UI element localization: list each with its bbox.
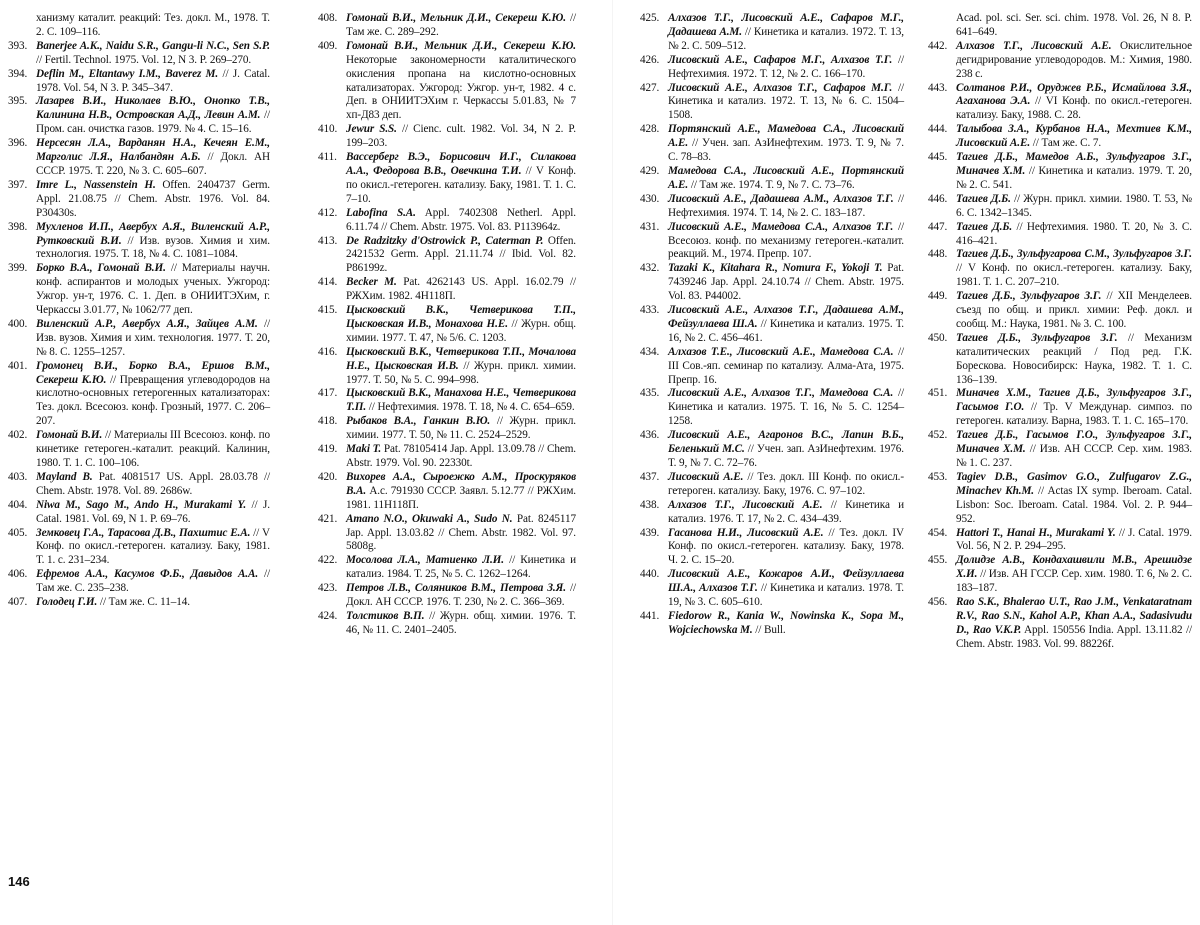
reference-authors: Rao S.K., Bhalerao U.T., Rao J.M., Venkataratnam R.V., Rao S.N., Kahol A.P., Khan A.A., Sadasivudu D., Rao V.K.P. — [956, 596, 1192, 636]
reference-number: 415. — [318, 304, 338, 317]
reference-source: // Кинетика и катализ. 1978. Т. 19, № 3. С. 605–610. — [668, 582, 904, 609]
reference-source: // Кинетика и катализ. 1979. Т. 20, № 2. С. 541. — [956, 164, 1192, 191]
reference-source: // Журн. прикл. химии. 1980. Т. 53, № 6. С. 1342–1345. — [956, 192, 1192, 219]
page-number: 146 — [8, 874, 30, 889]
reference-source: // V Конф. по окисл.-гетероген. катализу. Баку, 1981. Т. 1. С. 7–10. — [346, 164, 576, 205]
reference-authors: Виленский А.Р., Авербух А.Я., Зайцев А.М. — [36, 317, 258, 330]
reference-number: 446. — [928, 192, 948, 205]
reference-authors: Tazaki K., Kitahara R., Nomura F., Yokoji T. — [668, 262, 883, 275]
reference-number: 433. — [640, 304, 660, 317]
reference-source: // Кинетика и катализ. 1984. Т. 25, № 5. С. 1262–1264. — [346, 554, 576, 581]
reference-number: 445. — [928, 151, 948, 164]
reference-entry — [640, 346, 904, 388]
reference-authors: Ефремов А.А., Касумов Ф.Б., Давыдов А.А. — [36, 568, 259, 581]
reference-source: // Кинетика и катализ. 1975. Т. 16, № 5. С. 1254–1258. — [668, 387, 904, 428]
reference-number: 426. — [640, 53, 660, 66]
reference-number: 443. — [928, 81, 948, 94]
reference-number: 402. — [8, 429, 28, 442]
reference-entry — [928, 596, 1192, 652]
reference-entry — [928, 527, 1192, 555]
reference-authors: Алхазов Т.Е., Лисовский А.Е., Мамедова С.А. — [668, 345, 894, 358]
reference-number: 400. — [8, 317, 28, 330]
reference-column-1 — [8, 12, 270, 610]
reference-authors: Тагиев Д.Б., Зульфугарова С.М., Зульфугаров З.Г. — [956, 248, 1192, 261]
reference-number: 417. — [318, 387, 338, 400]
reference-number: 448. — [928, 248, 948, 261]
reference-authors: Тагиев Д.Б. — [956, 192, 1011, 205]
reference-authors: Лисовский А.Е., Дадашева А.М., Алхазов Т.Г. — [668, 192, 894, 205]
reference-authors: Maki T. — [346, 443, 382, 456]
reference-entry — [928, 193, 1192, 221]
reference-authors: Tagiev D.B., Gasimov G.O., Zulfugarov Z.G., Minachev Kh.M. — [956, 470, 1192, 497]
reference-entry — [640, 610, 904, 638]
reference-source: // XII Менделеев. съезд по общ. и прикл. химии: Реф. докл. и сообщ. М.: Наука, 1981. № 3. С. 100. — [956, 290, 1192, 330]
reference-number: 440. — [640, 568, 660, 581]
reference-number: 413. — [318, 234, 338, 247]
reference-source: // Нефтехимия. 1974. Т. 14, № 2. С. 183–187. — [668, 192, 904, 219]
reference-continuation: ханизму каталит. реакций: Тез. докл. М., 1978. Т. 2. С. 109–116. — [36, 12, 270, 38]
reference-entry — [8, 471, 270, 499]
reference-source: // Тр. V Междунар. симпоз. по гетероген. катализу. Варна, 1983. Т. 1. С. 165–170. — [956, 401, 1192, 428]
reference-entry — [928, 248, 1192, 290]
reference-number: 452. — [928, 429, 948, 442]
reference-source: // Механизм каталитических реакций / Под ред. Г.К. Борескова. Новосибирск: Наука, 1982. Т. 1. С. 136–139. — [956, 331, 1192, 386]
reference-source: Appl. 150556 India. Appl. 13.11.82 // Chem. Abstr. 1983. Vol. 99. 88226f. — [956, 623, 1192, 650]
reference-authors: Мухленов И.П., Авербух А.Я., Виленский А.Р., Рутковский В.И. — [36, 220, 270, 247]
reference-continuation: Acad. pol. sci. Ser. sci. chim. 1978. Vol. 26, N 8. P. 641–649. — [956, 12, 1192, 38]
reference-source: // Там же. С. 289–292. — [346, 12, 576, 38]
reference-entry — [318, 151, 576, 207]
reference-source: // J. Catal. 1979. Vol. 56, N 2. P. 294–295. — [956, 526, 1192, 553]
reference-number: 397. — [8, 178, 28, 191]
reference-authors: Тагиев Д.Б., Мамедов А.Б., Зульфугаров З.Г., Миначев Х.М. — [956, 151, 1192, 177]
reference-authors: Mayland B. — [36, 470, 93, 483]
reference-source: // Докл. АН СССР. 1975. Т. 220, № 3. С. 605–607. — [36, 151, 270, 177]
reference-column-3 — [640, 12, 904, 638]
reference-source: Pat. 8245117 Jap. Appl. 13.03.82 // Chem. Abstr. 1982. Vol. 97. 5808g. — [346, 512, 576, 553]
reference-entry — [8, 568, 270, 596]
reference-entry — [928, 123, 1192, 151]
reference-number: 395. — [8, 95, 28, 108]
reference-number: 429. — [640, 164, 660, 177]
reference-authors: De Radzitzky d'Ostrowick P., Caterman P. — [346, 234, 544, 247]
reference-number: 396. — [8, 137, 28, 150]
reference-source: // Fertil. Technol. 1975. Vol. 12, N 3. P. 269–270. — [36, 53, 252, 66]
reference-source: Offen. 2421532 Germ. Appl. 21.11.74 // Ibid. Vol. 82. P86199z. — [346, 234, 577, 275]
reference-entry — [8, 179, 270, 221]
reference-number: 456. — [928, 596, 948, 609]
reference-entry — [928, 40, 1192, 82]
reference-entry — [8, 527, 270, 569]
reference-authors: Солтанов Р.И., Оруджев Р.Б., Исмайлова З.Я., Агаханова Э.А. — [956, 81, 1192, 108]
reference-authors: Тагиев Д.Б. — [956, 220, 1013, 233]
reference-entry — [8, 499, 270, 527]
reference-number: 438. — [640, 498, 660, 511]
reference-authors: Лазарев В.И., Николаев В.Ю., Онопко Т.В., Калинина Н.В., Островская А.Д., Левин А.М. — [36, 95, 270, 122]
reference-authors: Нерсесян Л.А., Варданян Н.А., Кечеян Е.М., Марголис Л.Я., Налбандян А.Б. — [36, 137, 270, 164]
reference-authors: Вихорев А.А., Сыроежко А.М., Проскуряков В.А. — [346, 470, 576, 497]
reference-number: 423. — [318, 582, 338, 595]
reference-source: // V Конф. по окисл.-гетероген. катализу. Баку, 1981. Т. 1. с. 231–234. — [36, 526, 271, 567]
reference-authors: Талыбова З.А., Курбанов Н.А., Мехтиев К.М., Лисовский А.Е. — [956, 123, 1192, 150]
reference-number: 419. — [318, 443, 338, 456]
reference-entry — [8, 68, 270, 96]
reference-source: // Кинетика и катализ. 1972. Т. 13, № 2. С. 509–512. — [668, 25, 904, 52]
reference-column-2 — [318, 12, 576, 638]
reference-source: Pat. 7439246 Jap. Appl. 24.10.74 // Chem. Abstr. 1975. Vol. 83. P44002. — [668, 262, 904, 303]
reference-number: 394. — [8, 67, 28, 80]
reference-authors: Лисовский А.Е., Агаронов В.С., Лапин В.Б., Беленький М.С. — [668, 429, 904, 456]
reference-source: Offen. 2404737 Germ. Appl. 21.08.75 // Chem. Abstr. 1976. Vol. 84. P30430s. — [36, 178, 270, 219]
reference-number: 399. — [8, 262, 28, 275]
reference-source: Pat. 4262143 US. Appl. 16.02.79 // РЖХим. 1982. 4Н118П. — [346, 276, 576, 303]
reference-source: // Журн. общ. химии. 1977. Т. 47, № 5/6. С. 1203. — [346, 317, 576, 344]
reference-entry — [928, 387, 1192, 429]
reference-authors: Лисовский А.Е. — [668, 470, 744, 483]
reference-authors: Голодец Г.И. — [36, 596, 98, 609]
reference-authors: Мамедова С.А., Лисовский А.Е., Портянский А.Е. — [668, 164, 904, 191]
reference-number: 407. — [8, 596, 28, 609]
reference-source: // Тез. докл. III Конф. по окисл.-гетероген. катализу. Баку, 1976. С. 97–102. — [668, 470, 905, 497]
reference-entry — [640, 262, 904, 304]
reference-source: // Изв. АН ГССР. Сер. хим. 1980. Т. 6, № 2. С. 183–187. — [956, 568, 1192, 595]
reference-number: 393. — [8, 39, 28, 52]
reference-number: 436. — [640, 429, 660, 442]
reference-authors: Amano N.O., Okuwaki A., Sudo N. — [346, 512, 513, 525]
reference-authors: Лисовский А.Е., Кожаров А.И., Фейзуллаева Ш.А., Алхазов Т.Г. — [668, 568, 904, 595]
reference-authors: Портянский А.Е., Мамедова С.А., Лисовский А.Е. — [668, 123, 904, 150]
reference-source: Pat. 4081517 US. Appl. 28.03.78 // Chem. Abstr. 1978. Vol. 89. 2686w. — [36, 470, 270, 497]
reference-number: 411. — [318, 151, 337, 164]
reference-source: // Bull. — [752, 623, 786, 636]
reference-source: // Материалы научн. конф. аспирантов и молодых ученых. Ужгород: Ужгор. ун-т, 1976. С. 1. Деп. в ОНИИТЭХим, г. Черкассы 3.01.77, № 1062/77 деп. — [36, 262, 271, 317]
reference-entry — [318, 387, 576, 415]
reference-source: // Журн. прикл. химии. 1977. Т. 50, № 5. С. 994–998. — [346, 359, 576, 386]
reference-source: Pat. 78105414 Jap. Appl. 13.09.78 // Chem. Abstr. 1979. Vol. 90. 22330t. — [346, 443, 576, 469]
reference-entry — [318, 304, 576, 346]
reference-number: 418. — [318, 415, 338, 428]
reference-source: // Нефтехимия. 1978. Т. 18, № 4. С. 654–659. — [366, 401, 575, 414]
reference-source: // Нефтехимия. 1972. Т. 12, № 2. С. 166–170. — [668, 53, 904, 80]
reference-number: 405. — [8, 526, 28, 539]
reference-number: 422. — [318, 554, 338, 567]
reference-entry — [318, 582, 576, 610]
reference-number: 428. — [640, 123, 660, 136]
reference-number: 409. — [318, 39, 338, 52]
reference-source: Некоторые закономерности каталитического окисления пропана на кислотно-основных катализаторах. Ужгород: Ужгор. ун-т, 1982. 4 с. Деп. в ОНИИТЭХим г. Черкассы 5.01.83, № 7 хп-Д83 деп. — [346, 53, 576, 122]
reference-authors: Гомонай В.И., Мельник Д.И., Секереш К.Ю. — [346, 12, 566, 24]
reference-entry — [318, 554, 576, 582]
reference-authors: Labofina S.A. — [346, 206, 416, 219]
reference-number: 431. — [640, 220, 660, 233]
reference-number: 427. — [640, 81, 660, 94]
reference-number: 455. — [928, 554, 948, 567]
reference-entry — [318, 610, 576, 638]
reference-authors: Алхазов Т.Г., Лисовский А.Е. — [668, 498, 823, 511]
reference-source: // Там же. С. 235–238. — [36, 568, 271, 595]
reference-number: 421. — [318, 512, 338, 525]
reference-entry — [928, 151, 1192, 193]
reference-authors: Цысковский В.К., Четверикова Т.П., Цысковская И.В., Монахова Н.Е. — [346, 304, 576, 330]
reference-source: // Кинетика и катализ. 1972. Т. 13, № 6. С. 1504–1508. — [668, 81, 904, 122]
reference-entry — [640, 123, 904, 165]
reference-entry — [928, 554, 1192, 596]
reference-entry — [640, 429, 904, 471]
reference-number: 414. — [318, 276, 338, 289]
reference-entry — [640, 471, 904, 499]
reference-source: // Учен. зап. АзИнефтехим. 1976. Т. 9, № 7. С. 72–76. — [668, 443, 904, 469]
reference-entry — [640, 221, 904, 263]
reference-source: // Там же. С. 11–14. — [97, 596, 190, 609]
reference-authors: Громонец В.И., Борко В.А., Ершов В.М., Секереш К.Ю. — [36, 359, 270, 386]
reference-entry — [318, 346, 576, 388]
reference-entry — [318, 415, 576, 443]
reference-authors: Imre L., Nassenstein H. — [36, 178, 156, 191]
reference-entry — [318, 123, 576, 151]
reference-entry — [8, 137, 270, 179]
reference-number: 408. — [318, 12, 338, 24]
reference-entry — [318, 513, 576, 555]
reference-authors: Цысковский В.К., Манахова Н.Е., Четверикова Т.П. — [346, 387, 576, 414]
reference-entry — [318, 443, 576, 471]
reference-entry — [8, 95, 270, 137]
reference-source: // Журн. прикл. химии. 1977. Т. 50, № 11. С. 2524–2529. — [346, 415, 577, 442]
reference-entry — [928, 290, 1192, 332]
reference-source: // Докл. АН СССР. 1976. Т. 230, № 2. С. 366–369. — [346, 582, 577, 609]
reference-entry — [928, 221, 1192, 249]
reference-entry — [928, 471, 1192, 527]
reference-authors: Миначев Х.М., Тагиев Д.Б., Зульфугаров З.Г., Гасымов Г.О. — [956, 387, 1192, 414]
reference-source: А.с. 791930 СССР. Заявл. 5.12.77 // РЖХим. 1981. 11Н118П. — [346, 484, 576, 511]
reference-entry — [928, 82, 1192, 124]
reference-authors: Гомонай В.И. — [36, 429, 103, 442]
reference-source: Appl. 7402308 Netherl. Appl. 6.11.74 // Chem. Abstr. 1975. Vol. 83. P113964z. — [346, 206, 576, 233]
reference-source: // Всесоюз. конф. по механизму гетероген.-каталит. реакций. М., 1974. Препр. 107. — [668, 220, 904, 261]
reference-source: // J. Catal. 1978. Vol. 54, N 3. P. 345–347. — [36, 67, 270, 94]
reference-number: 404. — [8, 498, 28, 511]
reference-entry — [640, 568, 904, 610]
reference-number: 442. — [928, 39, 948, 52]
reference-entry — [8, 596, 270, 610]
reference-number: 424. — [318, 609, 338, 622]
reference-source: // Материалы III Всесоюз. конф. по кинетике гетероген.-каталит. реакций. Калинин, 1980. Т. 1. С. 100–106. — [36, 429, 270, 469]
reference-authors: Цысковский В.К., Четверикова Т.П., Мочалова Н.Е., Цысковская И.В. — [346, 345, 576, 372]
reference-authors: Алхазов Т.Г., Лисовский А.Е. — [956, 39, 1112, 52]
reference-authors: Мосолова Л.А., Матиенко Л.И. — [346, 554, 504, 567]
reference-number: 435. — [640, 387, 660, 400]
reference-authors: Долидзе А.В., Кондахашвили М.В., Арешидзе Х.И. — [956, 554, 1192, 581]
reference-authors: Лисовский А.Е., Алхазов Т.Г., Сафаров М.Г. — [668, 81, 893, 94]
reference-entry — [318, 12, 576, 40]
reference-authors: Вассерберг В.Э., Борисович И.Г., Силакова А.А., Федорова В.В., Овечкина Т.И. — [346, 151, 576, 177]
reference-number: 420. — [318, 470, 338, 483]
reference-entry — [318, 40, 576, 123]
reference-source: // Кинетика и катализ. 1975. Т. 16, № 2. С. 456–461. — [668, 317, 905, 344]
reference-authors: Гомонай В.И., Мельник Д.И., Секереш К.Ю. — [346, 39, 576, 52]
reference-source: Окислительное дегидрирование углеводородов. М.: Химия, 1980. 238 с. — [956, 39, 1192, 80]
reference-number: 425. — [640, 12, 660, 24]
reference-source: // Пром. сан. очистка газов. 1979. № 4. С. 15–16. — [36, 109, 271, 136]
reference-source: // VI Конф. по окисл.-гетероген. катализу. Баку, 1988. С. 28. — [956, 95, 1192, 122]
reference-number: 406. — [8, 568, 28, 581]
reference-entry — [928, 332, 1192, 388]
reference-entry — [640, 193, 904, 221]
reference-authors: Hattori T., Hanai H., Murakami Y. — [956, 526, 1116, 539]
reference-source: // J. Catal. 1981. Vol. 69, N 1. P. 69–76. — [36, 498, 270, 525]
reference-authors: Лисовский А.Е., Сафаров М.Г., Алхазов Т.Г. — [668, 53, 893, 66]
reference-column-4 — [928, 12, 1192, 652]
reference-entry — [640, 527, 904, 569]
reference-number: 430. — [640, 192, 660, 205]
reference-authors: Fiedorow R., Kania W., Nowinska K., Sopa M., Wojciechowska M. — [668, 609, 904, 636]
reference-number: 412. — [318, 206, 338, 219]
reference-number: 439. — [640, 526, 660, 539]
reference-number: 447. — [928, 220, 948, 233]
reference-number: 444. — [928, 123, 948, 136]
reference-authors: Becker M. — [346, 276, 397, 289]
reference-entry — [8, 429, 270, 471]
reference-authors: Тагиев Д.Б., Гасымов Г.О., Зульфугаров З.Г., Миначев Х.М. — [956, 429, 1192, 456]
reference-authors: Тагиев Д.Б., Зульфугаров З.Г. — [956, 331, 1118, 344]
reference-entry — [928, 429, 1192, 471]
reference-source: // Учен. зап. АзИнефтехим. 1973. Т. 9, № 7. С. 78–83. — [668, 137, 904, 164]
reference-authors: Рыбаков В.А., Ганкин В.Ю. — [346, 415, 491, 428]
reference-number: 454. — [928, 526, 948, 539]
reference-number: 434. — [640, 345, 660, 358]
page-gutter — [612, 0, 613, 925]
reference-authors: Banerjee A.K., Naidu S.R., Gangu-li N.C., Sen S.P. — [36, 39, 270, 52]
reference-source: // Там же. 1974. Т. 9, № 7. С. 73–76. — [688, 178, 855, 191]
reference-number: 401. — [8, 359, 28, 372]
reference-source: // Журн. общ. химии. 1976. Т. 46, № 11. С. 2401–2405. — [346, 609, 576, 636]
reference-entry — [318, 207, 576, 235]
reference-number: 410. — [318, 123, 338, 136]
reference-authors: Лисовский А.Е., Алхазов Т.Г., Дадашева А.М., Фейзуллаева Ш.А. — [668, 304, 904, 330]
reference-number: 441. — [640, 609, 660, 622]
reference-entry — [8, 360, 270, 430]
reference-source: // Там же. С. 7. — [1030, 137, 1102, 150]
reference-number: 398. — [8, 220, 28, 233]
reference-authors: Толстиков В.П. — [346, 609, 425, 622]
reference-number: 416. — [318, 345, 338, 358]
reference-number: 437. — [640, 470, 660, 483]
reference-source: // Изв. вузов. Химия и хим. технология. 1977. Т. 20, № 8. С. 1255–1257. — [36, 317, 270, 358]
reference-source: // Actas IX symp. Iberoam. Catal. Lisbon: Soc. Iberoam. Catal. 1984. Vol. 2. P. 944–952. — [956, 484, 1192, 525]
reference-number: 451. — [928, 387, 948, 400]
reference-source: // Превращения углеводородов на кислотно-основных гетерогенных катализаторах: Тез. докл. Всесоюз. конф. Грозный, 1977. С. 206–207. — [36, 373, 271, 428]
reference-entry — [640, 54, 904, 82]
reference-number: 403. — [8, 470, 28, 483]
reference-authors: Тагиев Д.Б., Зульфугаров З.Г. — [956, 290, 1102, 303]
reference-source: // V Конф. по окисл.-гетероген. катализу. Баку, 1981. Т. 1. С. 207–210. — [956, 262, 1192, 289]
reference-authors: Лисовский А.Е., Алхазов Т.Г., Мамедова С.А. — [668, 387, 894, 400]
reference-number: 450. — [928, 331, 948, 344]
reference-source: // Кинетика и катализ. 1976. Т. 17, № 2. С. 434–439. — [668, 498, 904, 525]
reference-authors: Алхазов Т.Г., Лисовский А.Е., Сафаров М.Г., Дадашева А.М. — [668, 12, 904, 38]
reference-source: // Нефтехимия. 1980. Т. 20, № 3. С. 416–421. — [956, 220, 1192, 247]
reference-entry — [8, 262, 270, 318]
reference-number: 432. — [640, 262, 660, 275]
reference-source: // Тез. докл. IV Конф. по окисл.-гетероген. катализу. Баку, 1978. Ч. 2. С. 15–20. — [668, 526, 904, 567]
reference-entry — [640, 387, 904, 429]
reference-entry — [640, 12, 904, 54]
reference-number: 453. — [928, 470, 948, 483]
reference-source: // Cienc. cult. 1982. Vol. 34, N 2. P. 199–203. — [346, 123, 576, 150]
reference-authors: Deflin M., Eltantawy I.M., Baverez M. — [36, 67, 219, 80]
reference-entry — [318, 471, 576, 513]
reference-authors: Гасанова Н.И., Лисовский А.Е. — [668, 526, 824, 539]
reference-entry — [8, 221, 270, 263]
reference-entry — [8, 40, 270, 68]
reference-source: // Изв. вузов. Химия и хим. технология. 1975. Т. 18, № 4. С. 1081–1084. — [36, 234, 270, 261]
reference-authors: Jewur S.S. — [346, 123, 397, 136]
reference-entry — [640, 304, 904, 346]
reference-entry — [318, 235, 576, 277]
reference-entry — [318, 276, 576, 304]
reference-authors: Петров Л.В., Соляников В.М., Петрова З.Я. — [346, 582, 566, 595]
reference-authors: Niwa M., Sago M., Ando H., Murakami Y. — [36, 498, 247, 511]
reference-authors: Земковец Г.А., Тарасова Д.В., Пахштис Е.А. — [36, 526, 251, 539]
reference-authors: Лисовский А.Е., Мамедова С.А., Алхазов Т.Г. — [668, 220, 894, 233]
reference-entry — [640, 165, 904, 193]
reference-number: 449. — [928, 290, 948, 303]
reference-source: // Изв. АН СССР. Сер. хим. 1983. № 1. С. 237. — [956, 443, 1193, 469]
reference-entry — [640, 499, 904, 527]
reference-entry — [8, 318, 270, 360]
reference-entry — [640, 82, 904, 124]
reference-source: // III Сов.-яп. семинар по катализу. Алма-Ата, 1975. Препр. 16. — [668, 345, 904, 386]
reference-authors: Борко В.А., Гомонай В.И. — [36, 262, 166, 275]
